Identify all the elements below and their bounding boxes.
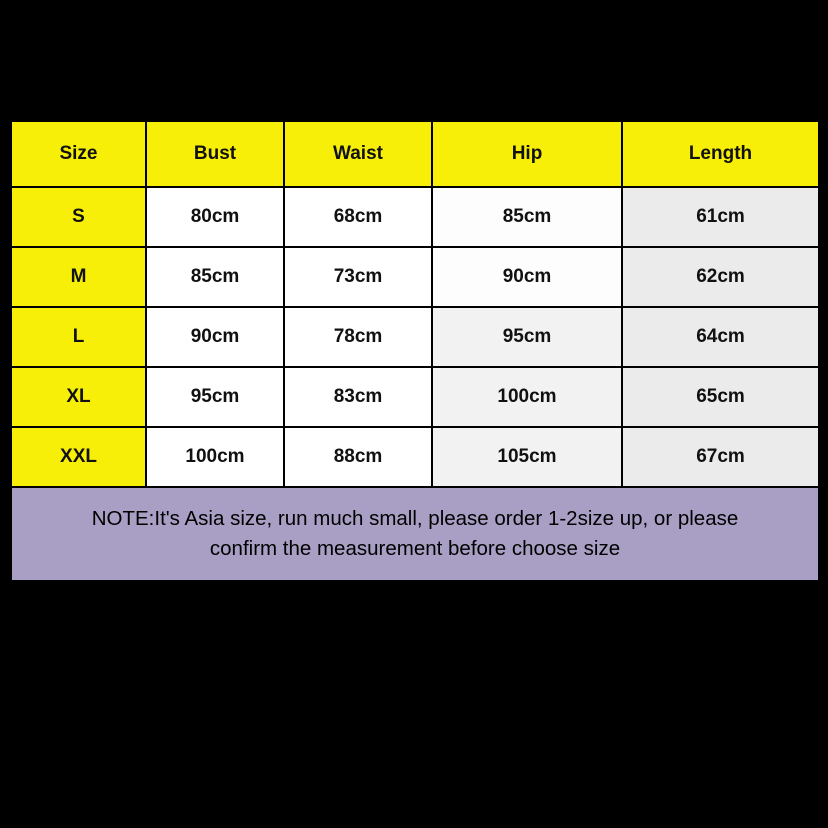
table-row <box>11 307 819 367</box>
table-header-row <box>11 121 819 187</box>
column-header-length: Length <box>622 121 819 187</box>
note-row <box>11 487 819 581</box>
table-row <box>11 187 819 247</box>
cell-size-l: L <box>11 307 146 367</box>
cell-length-m: 62cm <box>622 247 819 307</box>
cell-bust-l: 90cm <box>146 307 284 367</box>
cell-hip-xl: 100cm <box>432 367 622 427</box>
size-chart-frame <box>0 108 828 690</box>
cell-length-xl: 65cm <box>622 367 819 427</box>
cell-size-xl: XL <box>11 367 146 427</box>
cell-size-m: M <box>11 247 146 307</box>
table-row <box>11 247 819 307</box>
cell-length-xxl: 67cm <box>622 427 819 487</box>
cell-hip-s: 85cm <box>432 187 622 247</box>
column-header-size: Size <box>11 121 146 187</box>
letterbox-top <box>0 0 828 108</box>
cell-bust-xxl: 100cm <box>146 427 284 487</box>
cell-size-s: S <box>11 187 146 247</box>
cell-waist-l: 78cm <box>284 307 432 367</box>
cell-hip-xxl: 105cm <box>432 427 622 487</box>
cell-waist-xxl: 88cm <box>284 427 432 487</box>
table-row <box>11 367 819 427</box>
cell-size-xxl: XXL <box>11 427 146 487</box>
cell-bust-xl: 95cm <box>146 367 284 427</box>
cell-hip-l: 95cm <box>432 307 622 367</box>
column-header-hip: Hip <box>432 121 622 187</box>
cell-length-s: 61cm <box>622 187 819 247</box>
size-chart-table <box>10 120 820 582</box>
cell-hip-m: 90cm <box>432 247 622 307</box>
column-header-waist: Waist <box>284 121 432 187</box>
cell-bust-m: 85cm <box>146 247 284 307</box>
letterbox-bottom <box>0 690 828 828</box>
column-header-bust: Bust <box>146 121 284 187</box>
note-cell <box>11 487 819 581</box>
note-line-2: confirm the measurement before choose size <box>209 537 621 560</box>
cell-waist-xl: 83cm <box>284 367 432 427</box>
cell-length-l: 64cm <box>622 307 819 367</box>
cell-bust-s: 80cm <box>146 187 284 247</box>
table-row <box>11 427 819 487</box>
cell-waist-s: 68cm <box>284 187 432 247</box>
note-line-1: NOTE:It's Asia size, run much small, please order 1-2size up, or please <box>91 507 739 531</box>
cell-waist-m: 73cm <box>284 247 432 307</box>
